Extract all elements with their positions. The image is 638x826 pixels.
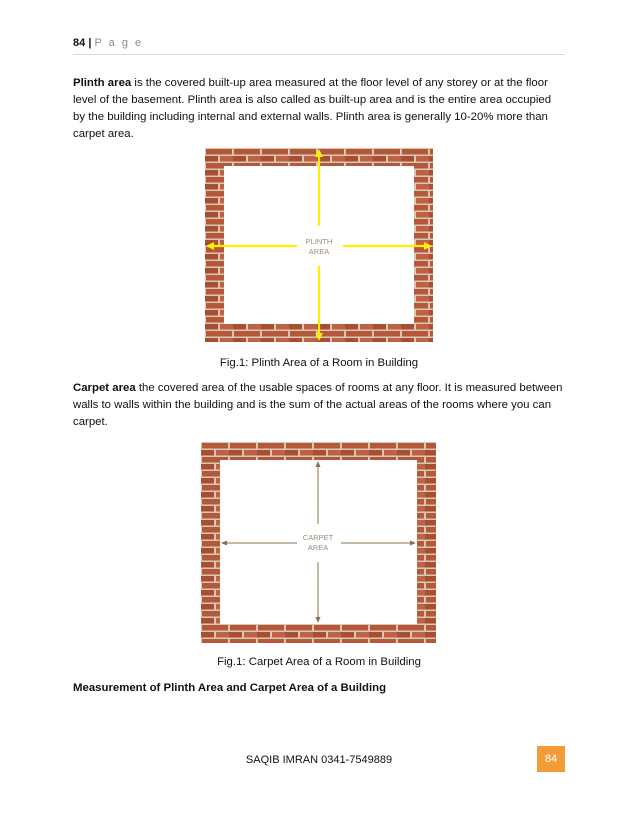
carpet-paragraph: [73, 380, 565, 431]
plinth-label-1: PLINTH: [305, 237, 333, 246]
carpet-label-2: AREA: [307, 543, 329, 552]
carpet-area-figure: [201, 442, 436, 643]
plinth-area-figure: [205, 148, 433, 342]
footer-author: SAQIB IMRAN 0341-7549889: [245, 754, 393, 766]
section-heading: Measurement of Plinth Area and Carpet Area of a Building: [73, 682, 387, 694]
figure1-caption: Fig.1: Plinth Area of a Room in Building: [219, 357, 419, 369]
carpet-text: the covered area of the usable spaces of rooms at any floor. It is measured between walls to walls within the building and is the sum of the actual areas of the rooms where you can carpet.: [73, 382, 563, 428]
header-page-label: P a g e: [94, 37, 144, 49]
figure2-caption: Fig.1: Carpet Area of a Room in Building: [217, 656, 421, 668]
plinth-paragraph: [73, 75, 565, 143]
carpet-term: Carpet area: [73, 382, 136, 394]
plinth-text: is the covered built-up area measured at the floor level of any storey or at the floor level of the basement. Plinth area is also called as built-up area and is the entire area occupied by the building including internal and external walls. Plinth area is generally 10-20% more than carpet area.: [73, 77, 552, 140]
plinth-term: Plinth area: [73, 77, 132, 89]
carpet-label-1: CARPET: [302, 533, 334, 542]
footer-page-badge: 84: [537, 746, 565, 772]
page-header: [73, 37, 143, 49]
header-page-number: 84: [73, 37, 86, 49]
plinth-label-2: AREA: [308, 247, 330, 256]
header-separator: |: [88, 37, 92, 49]
header-rule: [73, 54, 565, 55]
